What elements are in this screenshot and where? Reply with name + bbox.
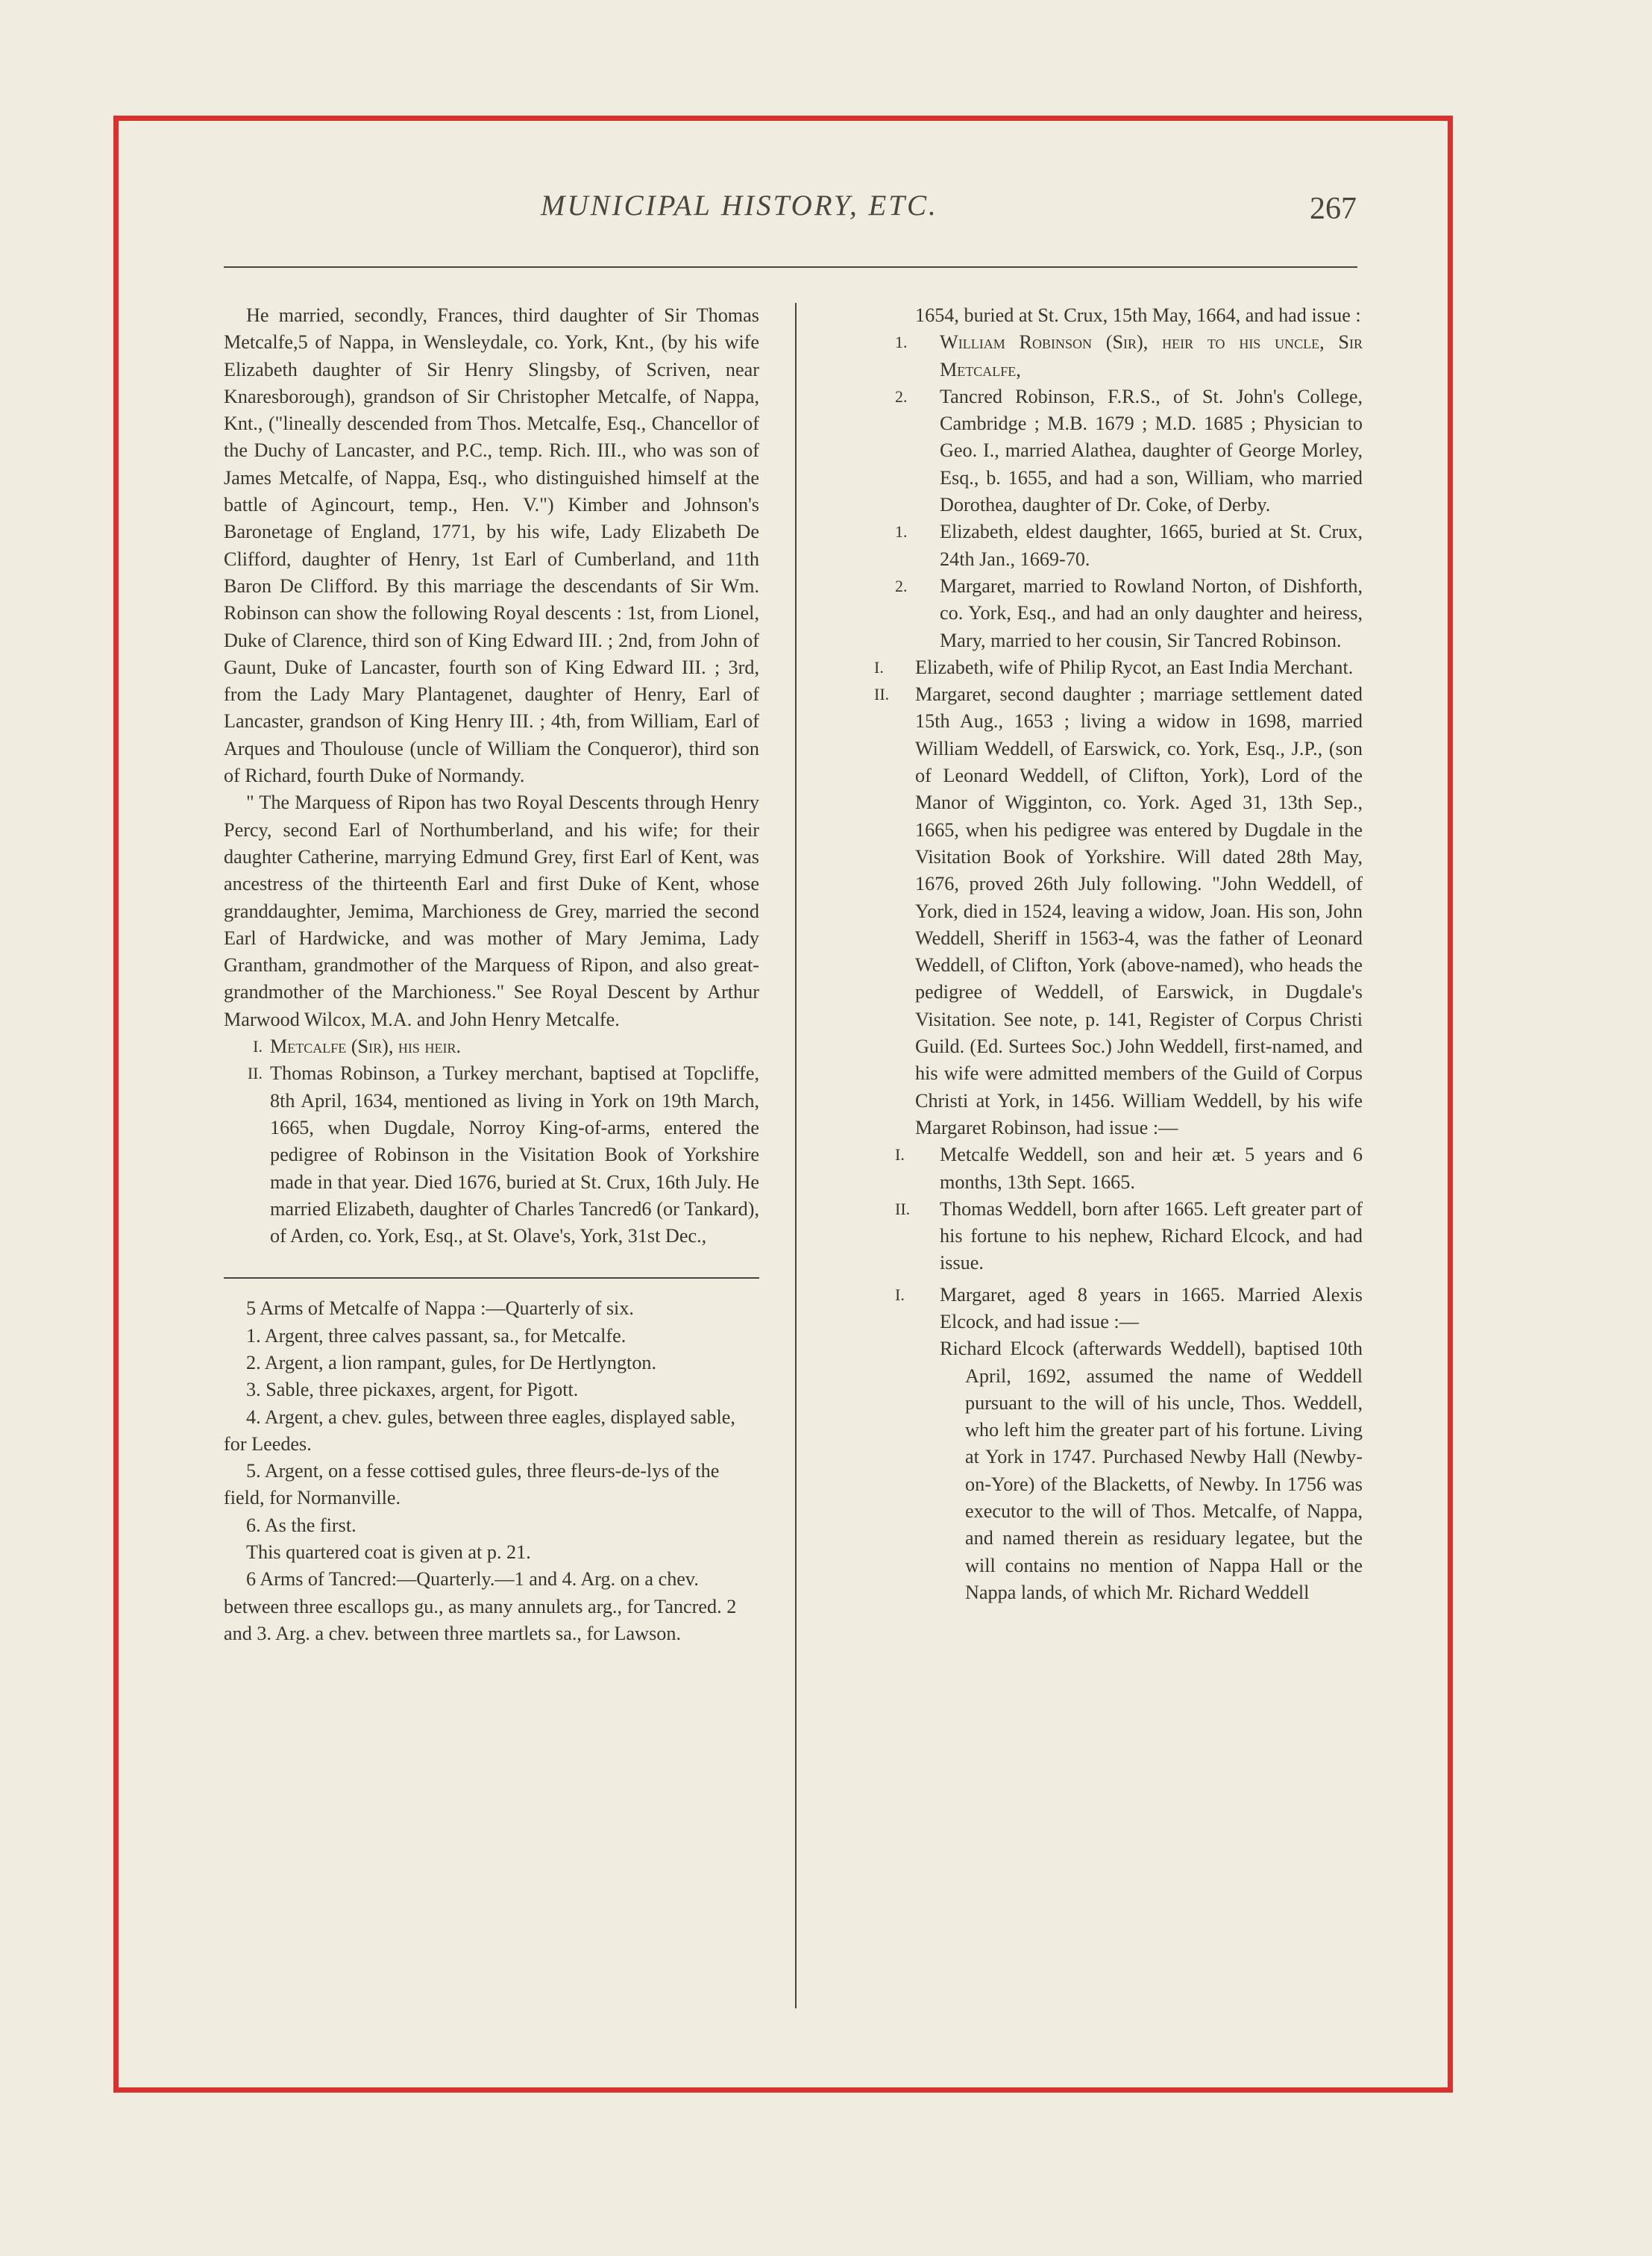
list-numeral: I. — [895, 1285, 905, 1304]
list-item — [859, 1141, 1363, 1196]
list-item — [859, 329, 1363, 383]
list-item — [859, 1196, 1363, 1277]
list-item — [859, 654, 1363, 681]
footnote-line: 2. Argent, a lion rampant, gules, for De Hertlyngton. — [246, 1351, 657, 1373]
list-item — [224, 1033, 759, 1060]
list-text: Margaret, second daughter ; marriage settlement dated 15th Aug., 1653 ; living a widow in 1698, married William Weddell, of Earswick, co. York, Esq., J.P., (son of Leonard Weddell, of Clifton, York), Lord of the Manor of Wigginton, co. York. Aged 31, 13th Sep., 1665, when his pedigree was entered by Dugdale in the Visitation Book of Yorkshire. Will dated 28th May, 1676, proved 26th July following. "John Weddell, of York, died in 1524, leaving a widow, Joan. His son, John Weddell, Sheriff in 1563-4, was the father of Leonard Weddell, of Clifton, York (above-named), who heads the pedigree of Weddell, of Earswick, in Dugdale's Visitation. See note, p. 141, Register of Corpus Christi Guild. (Ed. Surtees Soc.) John Weddell, first-named, and his wife were admitted members of the Guild of Corpus Christi at York, in 1456. William Weddell, by his wife Margaret Robinson, had issue :— — [915, 683, 1363, 1138]
footnote: 5 Arms of Metcalfe of Nappa :—Quarterly of six. — [246, 1297, 634, 1320]
list-item — [859, 1282, 1363, 1336]
list-numeral: II. — [247, 1064, 263, 1083]
header-rule — [224, 266, 1357, 268]
paragraph: 1654, buried at St. Crux, 15th May, 1664, and had issue : — [915, 304, 1361, 326]
list-item — [859, 573, 1363, 654]
list-numeral: I. — [874, 657, 884, 677]
list-item — [859, 681, 1363, 1141]
list-numeral: 2. — [895, 576, 908, 595]
list-item — [859, 383, 1363, 518]
list-text: Elizabeth, eldest daughter, 1665, buried at St. Crux, 24th Jan., 1669-70. — [940, 521, 1363, 570]
footnote: 6 Arms of Tancred:—Quarterly.—1 and 4. Arg. on a chev. between three escallops gu., as many annulets arg., for Tancred. 2 and 3. Arg. a chev. between three martlets sa., for Lawson. — [224, 1568, 737, 1644]
footnote-line: 6. As the first. — [246, 1514, 357, 1536]
paragraph: Richard Elcock (afterwards Weddell), baptised 10th April, 1692, assumed the name of Weddell pursuant to the will of his uncle, Thos. Weddell, who left him the greater part of his fortune. Living at York in 1747. Purchased Newby Hall (Newby-on-Yore) of the Blacketts, of Newby. In 1756 was executor to the will of Thos. Metcalfe, of Nappa, and named therein as residuary legatee, but the will contains no mention of Nappa Hall or the Nappa lands, of which Mr. Richard Weddell — [940, 1338, 1363, 1603]
footnote-rule — [224, 1277, 759, 1279]
list-text: Thomas Robinson, a Turkey merchant, baptised at Topcliffe, 8th April, 1634, mentioned as living in York on 19th March, 1665, when Dugdale, Norroy King-of-arms, entered the pedigree of Robinson in the Visitation Book of Yorkshire made in that year. Died 1676, buried at St. Crux, 16th July. He married Elizabeth, daughter of Charles Tancred6 (or Tankard), of Arden, co. York, Esq., at St. Olave's, York, 31st Dec., — [270, 1062, 759, 1247]
list-numeral: II. — [895, 1199, 911, 1218]
column-divider — [795, 303, 797, 2008]
list-numeral: I. — [895, 1145, 905, 1165]
footnote-line: 5. Argent, on a fesse cottised gules, three fleurs-de-lys of the field, for Normanville. — [224, 1460, 720, 1509]
running-head: MUNICIPAL HISTORY, ETC. — [541, 189, 938, 222]
right-column — [859, 302, 1363, 1606]
page-number: 267 — [1310, 192, 1357, 226]
footnote-line: 4. Argent, a chev. gules, between three eagles, displayed sable, for Leedes. — [224, 1406, 735, 1455]
list-text: William Robinson (Sir), heir to his uncle, Sir Metcalfe, — [940, 331, 1363, 380]
list-text: Tancred Robinson, F.R.S., of St. John's College, Cambridge ; M.B. 1679 ; M.D. 1685 ; Physician to Geo. I., married Alathea, daughter of George Morley, Esq., b. 1655, and had a son, William, who married Dorothea, daughter of Dr. Coke, of Derby. — [940, 385, 1363, 516]
list-numeral: 1. — [895, 522, 908, 542]
paragraph: He married, secondly, Frances, third daughter of Sir Thomas Metcalfe,5 of Nappa, in Wensleydale, co. York, Knt., (by his wife Elizabeth daughter of Sir Henry Slingsby, of Scriven, near Knaresborough), grandson of Sir Christopher Metcalfe, of Nappa, Knt., ("lineally descended from Thos. Metcalfe, Esq., Chancellor of the Duchy of Lancaster, and P.C., temp. Rich. III., who was son of James Metcalfe, of Nappa, Esq., who distinguished himself at the battle of Agincourt, temp., Hen. V.") Kimber and Johnson's Baronetage of England, 1771, by his wife, Lady Elizabeth De Clifford, daughter of Henry, 1st Earl of Cumberland, and 11th Baron De Clifford. By this marriage the descendants of Sir Wm. Robinson can show the following Royal descents : 1st, from Lionel, Duke of Clarence, third son of King Edward III. ; 2nd, from John of Gaunt, Duke of Lancaster, fourth son of King Edward III. ; 3rd, from the Lady Mary Plantagenet, daughter of Henry, Earl of Lancaster, grandson of King Henry III. ; 4th, from William, Earl of Arques and Thoulouse (uncle of William the Conqueror), third son of Richard, fourth Duke of Normandy. — [224, 304, 759, 787]
list-text: Margaret, aged 8 years in 1665. Married Alexis Elcock, and had issue :— — [940, 1283, 1363, 1332]
paragraph: " The Marquess of Ripon has two Royal Descents through Henry Percy, second Earl of Northumberland, and his wife; for their daughter Catherine, marrying Edmund Grey, first Earl of Kent, was ancestress of the thirteenth Earl and first Duke of Kent, whose granddaughter, Jemima, Marchioness de Grey, married the second Earl of Hardwicke, and was mother of Mary Jemima, Lady Grantham, grandmother of the Marquess of Ripon, and also great-grandmother of the Marchioness." See Royal Descent by Arthur Marwood Wilcox, M.A. and John Henry Metcalfe. — [224, 792, 759, 1030]
left-column — [224, 302, 759, 1647]
list-text: Thomas Weddell, born after 1665. Left greater part of his fortune to his nephew, Richard Elcock, and had issue. — [940, 1197, 1363, 1274]
list-text: Margaret, married to Rowland Norton, of Dishforth, co. York, Esq., and had an only daughter and heiress, Mary, married to her cousin, Sir Tancred Robinson. — [940, 574, 1363, 651]
list-text: Metcalfe Weddell, son and heir æt. 5 years and 6 months, 13th Sept. 1665. — [940, 1144, 1363, 1193]
footnotes — [224, 1295, 759, 1647]
list-text: Elizabeth, wife of Philip Rycot, an East India Merchant. — [915, 656, 1354, 678]
list-numeral: I. — [253, 1037, 263, 1056]
footnote-line: 1. Argent, three calves passant, sa., for Metcalfe. — [246, 1324, 626, 1347]
list-numeral: 1. — [895, 333, 908, 352]
list-numeral: 2. — [895, 386, 908, 406]
list-text: Metcalfe (Sir), his heir. — [270, 1035, 462, 1058]
footnote-line: This quartered coat is given at p. 21. — [246, 1541, 531, 1564]
list-item — [224, 1060, 759, 1250]
list-numeral: II. — [874, 685, 890, 704]
list-item — [859, 518, 1363, 573]
footnote-line: 3. Sable, three pickaxes, argent, for Pigott. — [246, 1379, 579, 1401]
